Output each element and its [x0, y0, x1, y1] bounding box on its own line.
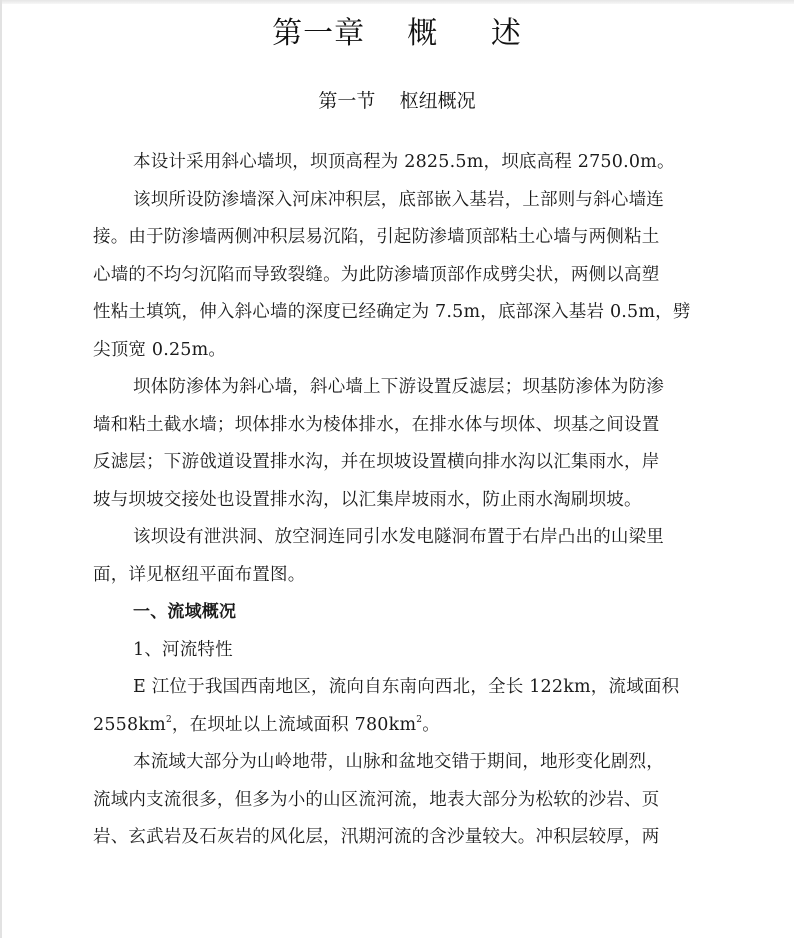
superscript-2: 2	[165, 714, 172, 725]
chapter-title: 第一章 概 述	[272, 16, 522, 51]
text-line: 本流域大部分为山岭地带，山脉和盆地交错于期间，地形变化剧烈，	[133, 752, 664, 772]
text-line: 面，详见枢纽平面布置图。	[93, 564, 306, 585]
text-line: 坡与坝坡交接处也设置排水沟，以汇集岸坡雨水，防止雨水淘刷坝坡。	[93, 489, 642, 510]
superscript-2: 2	[416, 714, 423, 725]
text-line: 心墙的不均匀沉陷而导致裂缝。为此防渗墙顶部作成劈尖状，两侧以高塑	[93, 264, 660, 285]
text-line: 流域内支流很多，但多为小的山区流河流，地表大部分为松软的沙岩、页	[93, 789, 660, 810]
page-top-shadow	[0, 0, 794, 4]
text-line: 反滤层；下游戗道设置排水沟，并在坝坡设置横向排水沟以汇集雨水，岸	[93, 452, 660, 472]
paragraph-tunnels	[93, 519, 703, 594]
paragraph-dam-elevation	[93, 144, 703, 182]
page-left-border	[0, 0, 2, 938]
text-line: 岩、玄武岩及石灰岩的风化层，汛期河流的含沙量较大。冲积层较厚，两	[93, 827, 660, 847]
text-line: 性粘土填筑，伸入斜心墙的深度已经确定为 7.5m，底部深入基岩 0.5m，劈	[93, 302, 691, 322]
period: 。	[422, 714, 440, 735]
subheading-river-characteristics: 1、河流特性	[133, 639, 233, 660]
document-body	[93, 144, 703, 857]
paragraph-cutoff-wall	[93, 182, 703, 370]
text-line: 尖顶宽 0.25m。	[93, 339, 227, 360]
heading-basin-overview: 一、流域概况	[133, 602, 237, 622]
paragraph-terrain	[93, 744, 703, 857]
text-line	[93, 707, 703, 745]
area-above-dam: ，在坝址以上流域面积 780km	[171, 714, 417, 735]
section-title: 第一节 枢纽概况	[318, 90, 476, 112]
paragraph-river-length-area	[93, 669, 703, 744]
text-line: 接。由于防渗墙两侧冲积层易沉陷，引起防渗墙顶部粘土心墙与两侧粘土	[93, 227, 660, 247]
text-line: 该坝所设防渗墙深入河床冲积层，底部嵌入基岩，上部则与斜心墙连	[133, 189, 664, 210]
text-line: 本设计采用斜心墙坝，坝顶高程为 2825.5m，坝底高程 2750.0m。	[133, 152, 675, 172]
text-line: E 江位于我国西南地区，流向自东南向西北，全长 122km，流域面积	[133, 677, 680, 697]
text-line: 该坝设有泄洪洞、放空洞连同引水发电隧洞布置于右岸凸出的山梁里	[133, 527, 664, 547]
text-line: 坝体防渗体为斜心墙，斜心墙上下游设置反滤层；坝基防渗体为防渗	[133, 377, 664, 397]
area-total: 2558km	[93, 714, 166, 735]
paragraph-seepage-drainage	[93, 369, 703, 519]
text-line: 墙和粘土截水墙；坝体排水为棱体排水，在排水体与坝体、坝基之间设置	[93, 414, 660, 435]
